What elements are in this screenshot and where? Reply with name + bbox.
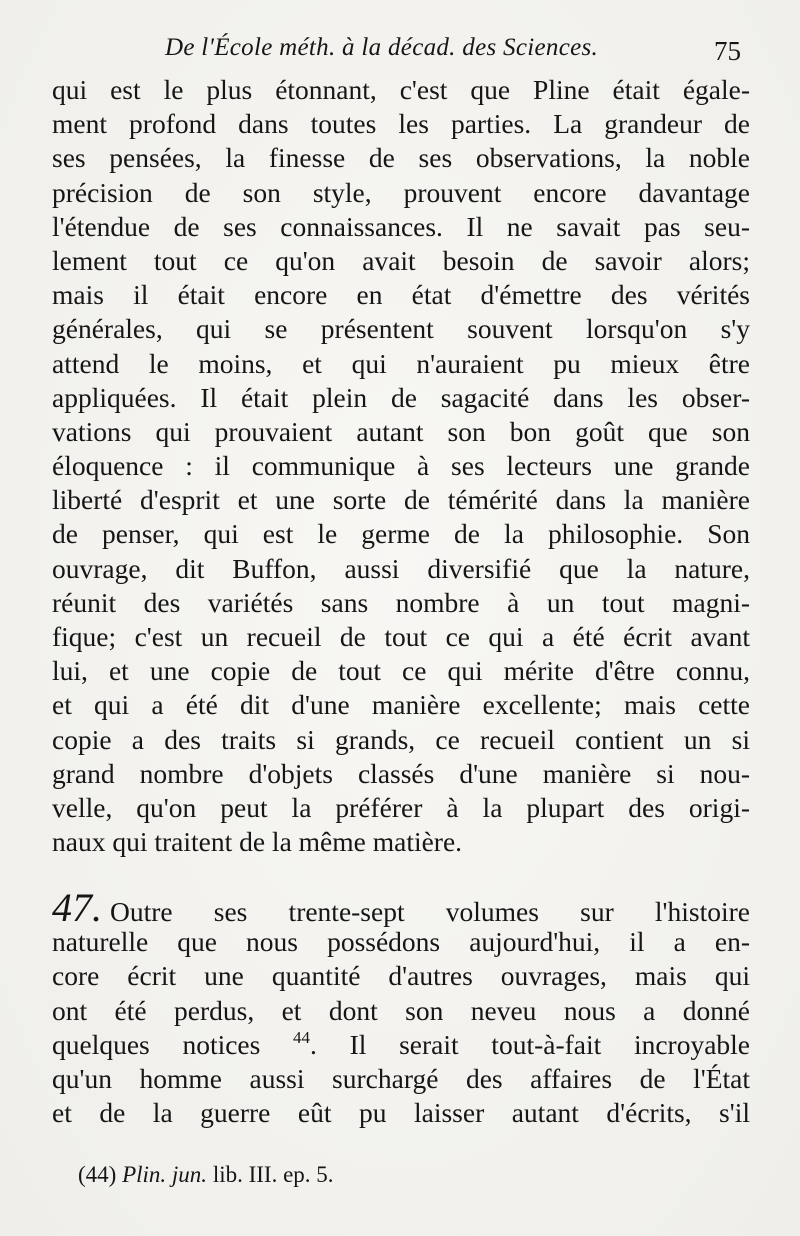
footnote — [78, 1162, 334, 1188]
footnote-reference-text: lib. III. ep. 5. — [212, 1162, 334, 1187]
text-line: ment profond dans toutes les parties. La grandeur de — [52, 108, 750, 140]
text-line: de penser, qui est le germe de la philosophie. Son — [52, 518, 750, 550]
paragraph-1 — [52, 73, 750, 859]
text-line: fique; c'est un recueil de tout ce qui a été écrit avant — [52, 621, 750, 652]
text-line: mais il était encore en état d'émettre des vérités — [52, 279, 750, 311]
text-line — [52, 1028, 750, 1062]
text-line: lui, et une copie de tout ce qui mérite d'être connu, — [52, 655, 750, 687]
text-line: naux qui traitent de la même matière. — [52, 826, 463, 858]
running-title: De l'École méth. à la décad. des Sciences. — [165, 34, 599, 61]
text-segment: quelques notices — [52, 1028, 261, 1060]
text-line: ont été perdus, et dont son neveu nous a donné — [52, 994, 750, 1026]
text-line: copie a des traits si grands, ce recueil contient un si — [52, 723, 750, 755]
text-line: ouvrage, dit Buffon, aussi diversifié que la nature, — [52, 552, 750, 584]
text-line: l'étendue de ses connaissances. Il ne savait pas seu- — [52, 210, 750, 242]
text-line: liberté d'esprit et une sorte de témérité dans la manière — [52, 484, 750, 516]
footnote-reference[interactable]: 44 — [293, 1027, 311, 1047]
text-line: précision de son style, prouvent encore davantage — [52, 176, 750, 208]
text-line: appliquées. Il était plein de sagacité dans les obser- — [52, 381, 750, 413]
footnote-source: Plin. jun. — [122, 1162, 208, 1187]
text-line: éloquence : il communique à ses lecteurs une grande — [52, 450, 750, 482]
text-line: naturelle que nous possédons aujourd'hui, il a en- — [52, 926, 750, 958]
text-line: qui est le plus étonnant, c'est que Pline était égale- — [52, 74, 750, 105]
text-line: vations qui prouvaient autant son bon goût que son — [52, 415, 750, 447]
text-line: attend le moins, et qui n'auraient pu mieux être — [52, 347, 750, 379]
text-line: grand nombre d'objets classés d'une manière si nou- — [52, 757, 750, 789]
paragraph-number: 47. — [52, 885, 102, 930]
text-line — [52, 885, 750, 930]
text-line: lement tout ce qu'on avait besoin de savoir alors; — [52, 244, 750, 276]
text-line: velle, qu'on peut la préférer à la plupart des origi- — [52, 791, 750, 823]
text-line-content: Outre ses trente-sept volumes sur l'histoire — [110, 896, 750, 927]
footnote-marker: (44) — [78, 1162, 117, 1187]
text-line: ses pensées, la finesse de ses observations, la noble — [52, 142, 750, 174]
text-line: core écrit une quantité d'autres ouvrages, mais qui — [52, 960, 750, 992]
text-line: qu'un homme aussi surchargé des affaires de l'État — [52, 1062, 750, 1094]
page-number: 75 — [714, 36, 741, 66]
text-line: et de la guerre eût pu laisser autant d'écrits, s'il — [52, 1097, 750, 1129]
text-segment: . Il serait tout-à-fait incroyable — [310, 1028, 750, 1060]
text-line: réunit des variétés sans nombre à un tout magni- — [52, 586, 750, 618]
text-line: générales, qui se présentent souvent lorsqu'on s'y — [52, 313, 750, 345]
paragraph-47 — [52, 885, 750, 1130]
text-line: et qui a été dit d'une manière excellente; mais cette — [52, 689, 750, 721]
